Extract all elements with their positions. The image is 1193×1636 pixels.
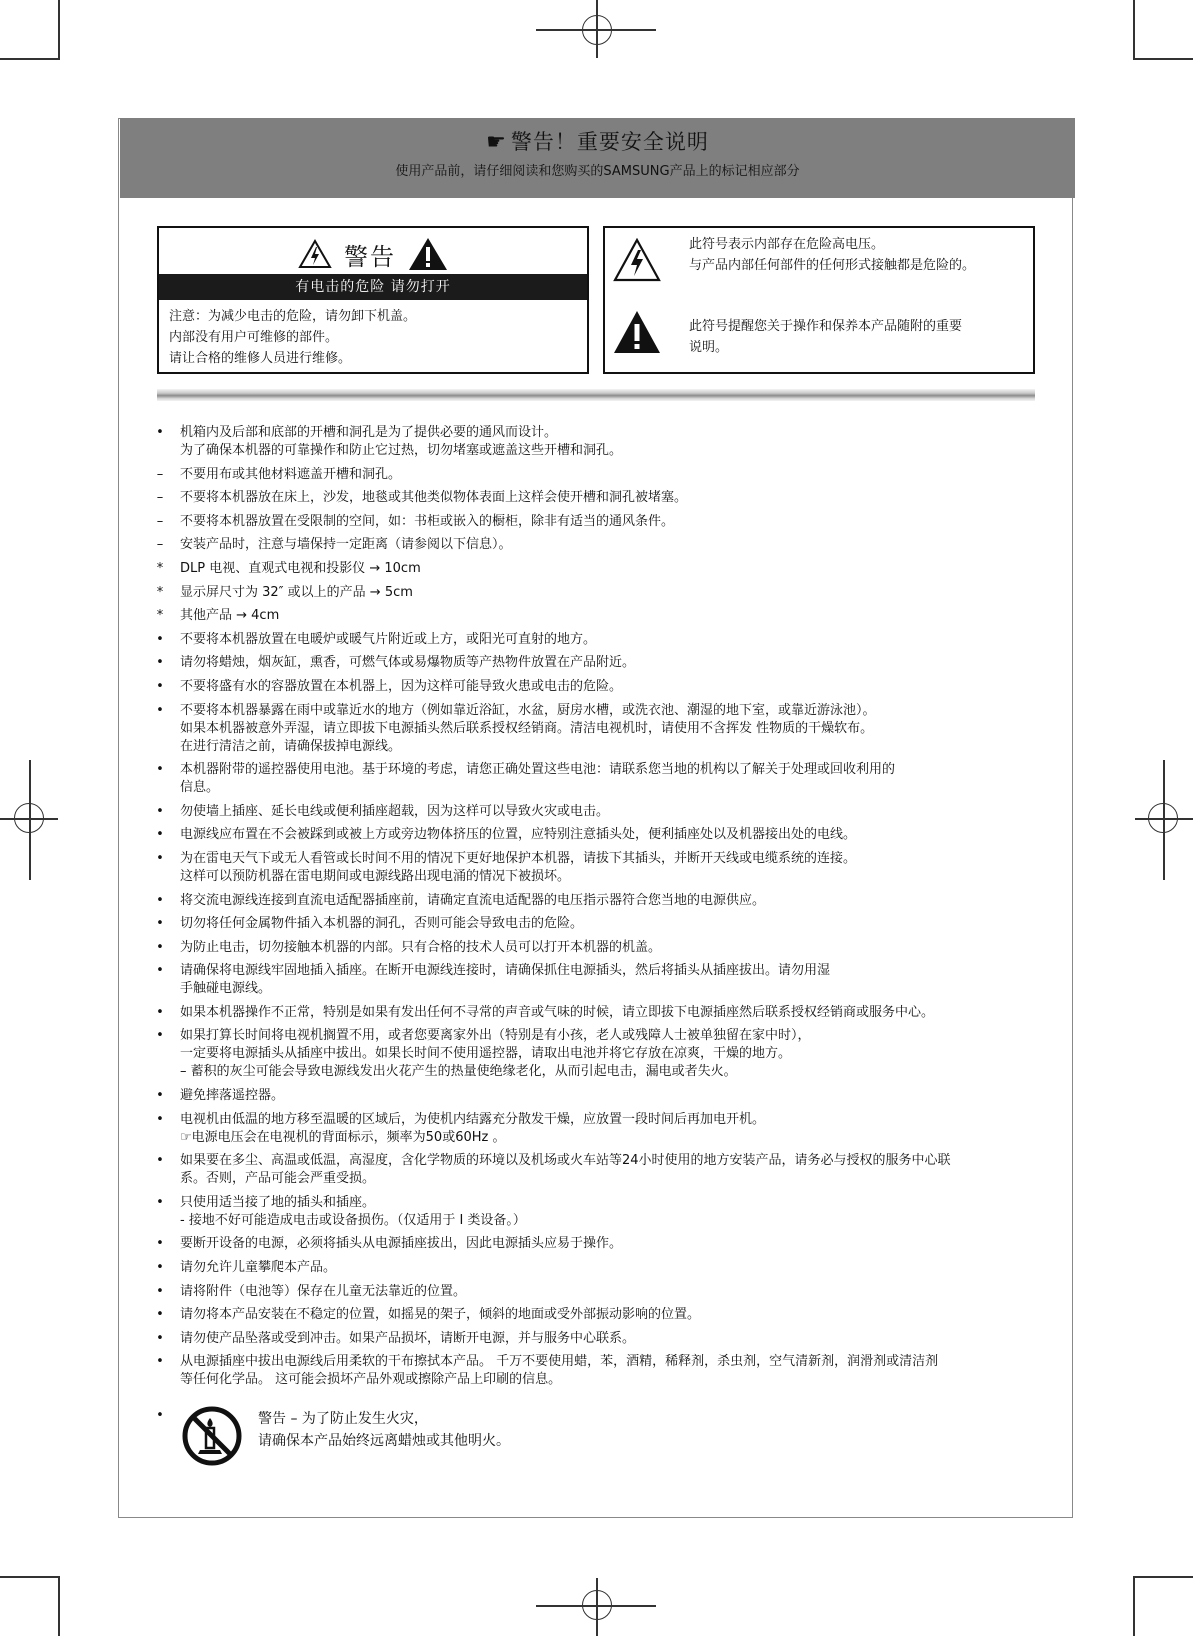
list-item-line: 显示屏尺寸为 32″ 或以上的产品 → 5cm (180, 584, 413, 600)
warning-box-header (159, 234, 587, 274)
list-bullet: * (156, 608, 164, 624)
list-item (148, 1353, 1068, 1389)
list-item-line: 其他产品 → 4cm (180, 608, 280, 624)
exclamation-triangle-icon (613, 310, 661, 354)
list-item (148, 489, 1068, 507)
list-bullet: • (156, 1111, 164, 1127)
registration-circle (582, 1590, 612, 1620)
list-item-line: 切勿将任何金属物件插入本机器的洞孔，否则可能会导致电击的危险。 (180, 916, 584, 932)
caution-description (689, 316, 962, 358)
list-item (148, 1259, 1068, 1277)
list-item (148, 1283, 1068, 1301)
list-item (148, 1194, 1068, 1230)
list-item (148, 962, 1068, 998)
list-item-line: 电视机由低温的地方移至温暖的区域后，为使机内结露充分散发干燥，应放置一段时间后再加电开机。 (180, 1111, 766, 1127)
list-item-line: 请勿将本产品安装在不稳定的位置，如摇晃的架子，倾斜的地面或受外部振动影响的位置。 (180, 1307, 701, 1323)
list-item (148, 513, 1068, 531)
lightning-triangle-icon (298, 239, 332, 269)
safety-instruction-list (148, 424, 1068, 1395)
list-bullet: • (156, 762, 164, 778)
list-item (148, 915, 1068, 933)
list-bullet: • (156, 1408, 164, 1423)
crop-mark (1133, 1576, 1193, 1578)
symbol-explanation-box (603, 226, 1035, 374)
list-bullet: – (156, 466, 164, 482)
crop-mark (1133, 0, 1135, 60)
list-bullet: • (156, 702, 164, 718)
list-bullet: • (156, 1283, 164, 1299)
warning-box-text (169, 306, 416, 369)
fire-warning-text (258, 1408, 510, 1452)
list-item (148, 536, 1068, 554)
list-item-line: 从电源插座中拔出电源线后用柔软的干布擦拭本产品。 千万不要使用蜡，苯，酒精，稀释剂，杀虫剂，空气清新剂，润滑剂或清洁剂 (180, 1354, 939, 1370)
list-bullet: • (156, 1236, 164, 1252)
list-item-line: 如果本机器操作不正常，特别是如果有发出任何不寻常的声音或气味的时候，请立即拔下电源插座然后联系授权经销商或服务中心。 (180, 1004, 935, 1020)
list-item (148, 631, 1068, 649)
list-item (148, 939, 1068, 957)
list-item-line: 请勿使产品坠落或受到冲击。如果产品损坏，请断开电源，并与服务中心联系。 (180, 1330, 636, 1346)
fire-warning-line: 请确保本产品始终远离蜡烛或其他明火。 (258, 1433, 510, 1449)
list-bullet: • (156, 1028, 164, 1044)
lightning-triangle-icon (613, 238, 661, 282)
list-item-line: 为在雷电天气下或无人看管或长时间不用的情况下更好地保护本机器，请拔下其插头，并断开天线或电缆系统的连接。 (180, 850, 857, 866)
list-bullet: – (156, 513, 164, 529)
list-item-line: 勿使墙上插座、延长电线或便利插座超载，因为这样可以导致火灾或电击。 (180, 803, 610, 819)
list-bullet: * (156, 560, 164, 576)
list-item (148, 1152, 1068, 1188)
symbol-line: 说明。 (689, 340, 729, 355)
warning-box-band: 有电击的危险 请勿打开 (159, 274, 587, 300)
list-item-line: 请勿将蜡烛，烟灰缸，熏香，可燃气体或易爆物质等产热物件放置在产品附近。 (180, 655, 636, 671)
list-item (148, 560, 1068, 578)
list-item-line: 等任何化学品。 这可能会损坏产品外观或擦除产品上印刷的信息。 (180, 1372, 562, 1388)
list-item (148, 1004, 1068, 1022)
list-bullet: • (156, 892, 164, 908)
list-item (148, 826, 1068, 844)
list-item-line: 请勿允许儿童攀爬本产品。 (180, 1260, 337, 1276)
list-item-line: 不要用布或其他材料遮盖开槽和洞孔。 (180, 466, 402, 482)
list-item-line: 要断开设备的电源，必须将插头从电源插座拔出，因此电源插头应易于操作。 (180, 1236, 623, 1252)
electric-shock-warning-box (157, 226, 589, 374)
list-bullet: • (156, 1088, 164, 1104)
list-item-line: 不要将本机器暴露在雨中或靠近水的地方（例如靠近浴缸，水盆，厨房水槽，或洗衣池、潮湿的地下室，或靠近游泳池）。 (180, 702, 876, 718)
list-item (148, 803, 1068, 821)
list-bullet: • (156, 1194, 164, 1210)
list-bullet: • (156, 803, 164, 819)
registration-circle (14, 803, 44, 833)
pointing-hand-icon: ☛ (486, 130, 507, 155)
list-bullet: • (156, 1354, 164, 1370)
list-bullet: • (156, 678, 164, 694)
warning-box-line: 注意：为减少电击的危险，请勿卸下机盖。 (169, 309, 417, 324)
list-item-line: DLP 电视、直观式电视和投影仪 → 10cm (180, 560, 421, 576)
list-bullet: • (156, 916, 164, 932)
crop-mark (0, 58, 60, 60)
list-item-line: 手触碰电源线。 (180, 981, 272, 997)
list-bullet: • (156, 963, 164, 979)
crop-mark (1133, 1576, 1135, 1636)
list-bullet: • (156, 425, 164, 440)
list-item (148, 850, 1068, 886)
list-bullet: • (156, 1307, 164, 1323)
list-item-line: 请将附件（电池等）保存在儿童无法靠近的位置。 (180, 1283, 467, 1299)
list-bullet: – (156, 490, 164, 506)
list-item-line: 为防止电击，切勿接触本机器的内部。只有合格的技术人员可以打开本机器的机盖。 (180, 939, 662, 955)
list-item-line: 本机器附带的遥控器使用电池。基于环境的考虑，请您正确处置这些电池：请联系您当地的机构以了解关于处理或回收利用的 (180, 762, 896, 778)
list-item (148, 584, 1068, 602)
crop-mark (58, 1576, 60, 1636)
page-title (120, 126, 1075, 156)
list-item-line: 如果本机器被意外弄湿，请立即拔下电源插头然后联系授权经销商。清洁电视机时，请使用不含挥发 性物质的干燥软布。 (180, 720, 874, 736)
list-item (148, 1027, 1068, 1081)
list-item-line: 电源线应布置在不会被踩到或被上方或旁边物体挤压的位置，应特别注意插头处，便利插座处以及机器接出处的电线。 (180, 827, 857, 843)
exclamation-triangle-icon (408, 237, 448, 271)
list-item-line: 请确保将电源线牢固地插入插座。在断开电源线连接时，请确保抓住电源插头，然后将插头从插座拔出。请勿用湿 (180, 963, 831, 979)
list-item (148, 466, 1068, 484)
warning-box-line: 内部没有用户可维修的部件。 (169, 330, 339, 345)
list-item (148, 702, 1068, 756)
list-bullet: • (156, 827, 164, 843)
crop-mark (0, 1576, 60, 1578)
list-item (148, 607, 1068, 625)
list-item-line: 信息。 (180, 780, 220, 796)
list-item (148, 1087, 1068, 1105)
registration-circle (1148, 803, 1178, 833)
page-title-text: 警告！重要安全说明 (510, 130, 709, 154)
list-bullet: • (156, 850, 164, 866)
registration-circle (582, 15, 612, 45)
list-item-line: 将交流电源线连接到直流电适配器插座前，请确定直流电适配器的电压指示器符合您当地的电源供应。 (180, 892, 766, 908)
list-item-line: 安装产品时，注意与墙保持一定距离（请参阅以下信息）。 (180, 537, 512, 553)
list-bullet: • (156, 1153, 164, 1169)
list-bullet: * (156, 584, 164, 600)
list-bullet: • (156, 1330, 164, 1346)
list-item (148, 761, 1068, 797)
list-item-line: 不要将本机器放置在电暖炉或暖气片附近或上方，或阳光可直射的地方。 (180, 631, 597, 647)
list-item-line: 一定要将电源插头从插座中拔出。如果长时间不使用遥控器，请取出电池并将它存放在凉爽，干燥的地方。 (180, 1046, 792, 1062)
list-item-line: 为了确保本机器的可靠操作和防止它过热，切勿堵塞或遮盖这些开槽和洞孔。 (180, 443, 623, 458)
warning-box-line: 请让合格的维修人员进行维修。 (169, 351, 352, 366)
section-divider (157, 389, 1035, 401)
warning-box-title: 警告 (344, 242, 396, 271)
crop-mark (1133, 58, 1193, 60)
list-item-line: 机箱内及后部和底部的开槽和洞孔是为了提供必要的通风而设计。 (180, 425, 558, 440)
fire-warning-line: 警告 – 为了防止发生火灾， (258, 1411, 428, 1427)
list-bullet: • (156, 1260, 164, 1276)
list-item-line: 避免摔落遥控器。 (180, 1088, 285, 1104)
list-item-line: 如果要在多尘、高温或低温，高湿度，含化学物质的环境以及机场或火车站等24小时使用的地方安装产品，请务必与授权的服务中心联 (180, 1153, 951, 1169)
high-voltage-description (689, 234, 975, 276)
list-bullet: • (156, 631, 164, 647)
list-item-line: 在进行清洁之前，请确保拔掉电源线。 (180, 738, 402, 754)
list-item (148, 892, 1068, 910)
header-band (120, 118, 1075, 198)
list-item-line: ☞电源电压会在电视机的背面标示，频率为50或60Hz 。 (180, 1129, 506, 1145)
list-item-line: - 接地不好可能造成电击或设备损伤。（仅适用于 Ⅰ 类设备。） (180, 1212, 526, 1228)
symbol-line: 此符号表示内部存在危险高电压。 (689, 237, 885, 252)
list-item-line: 只使用适当接了地的插头和插座。 (180, 1194, 376, 1210)
list-item (148, 678, 1068, 696)
list-item-line: 如果打算长时间将电视机搁置不用，或者您要离家外出（特别是有小孩，老人或残障人士被单独留在家中时）， (180, 1028, 811, 1044)
list-item-line: 系。否则，产品可能会严重受损。 (180, 1171, 376, 1187)
list-item (148, 1235, 1068, 1253)
symbol-line: 此符号提醒您关于操作和保养本产品随附的重要 (689, 319, 963, 334)
list-bullet: • (156, 1004, 164, 1020)
list-item (148, 654, 1068, 672)
list-item-line: – 蓄积的灰尘可能会导致电源线发出火花产生的热量使绝缘老化，从而引起电击，漏电或者失火。 (180, 1064, 737, 1080)
list-item (148, 1306, 1068, 1324)
no-open-flame-icon (182, 1406, 242, 1466)
symbol-line: 与产品内部任何部件的任何形式接触都是危险的。 (689, 258, 976, 273)
list-bullet: • (156, 939, 164, 955)
list-item-line: 不要将盛有水的容器放置在本机器上，因为这样可能导致火患或电击的危险。 (180, 678, 623, 694)
list-item-line: 不要将本机器放置在受限制的空间，如：书柜或嵌入的橱柜，除非有适当的通风条件。 (180, 513, 675, 529)
list-item-line: 不要将本机器放在床上，沙发，地毯或其他类似物体表面上这样会使开槽和洞孔被堵塞。 (180, 490, 688, 506)
list-item-line: 这样可以预防机器在雷电期间或电源线路出现电涌的情况下被损坏。 (180, 868, 571, 884)
page-subtitle: 使用产品前，请仔细阅读和您购买的SAMSUNG产品上的标记相应部分 (395, 164, 800, 179)
list-item (148, 1330, 1068, 1348)
crop-mark (58, 0, 60, 60)
list-bullet: – (156, 537, 164, 553)
list-item (148, 1111, 1068, 1147)
list-bullet: • (156, 655, 164, 671)
list-item (148, 424, 1068, 460)
